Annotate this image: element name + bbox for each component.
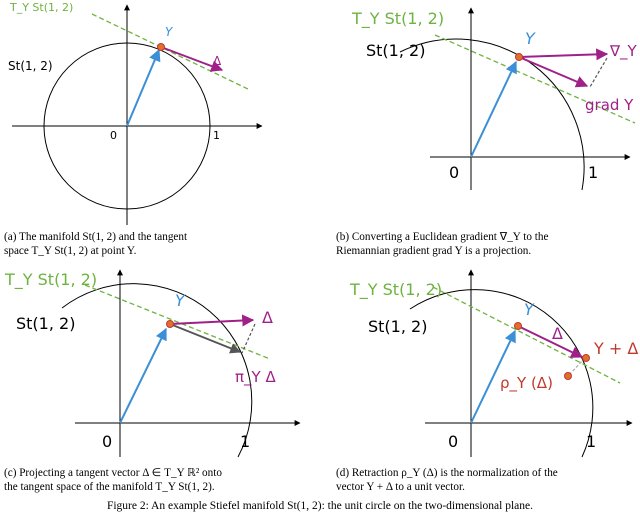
riemannian-gradient (519, 57, 587, 86)
y-vector (120, 329, 166, 423)
panel-b (330, 0, 640, 230)
tangent-label: T_Y St(1, 2) (5, 270, 98, 289)
point-y-plus-delta (583, 355, 590, 362)
point-retraction (565, 373, 572, 380)
origin-label: 0 (110, 129, 117, 142)
caption-a-line1: (a) The manifold St(1, 2) and the tangent (4, 231, 188, 243)
panel-a (0, 0, 320, 260)
point-y (516, 54, 523, 61)
caption-d-line1: (d) Retraction ρ_Y (Δ) is the normalization of the (336, 467, 558, 479)
panel-c (0, 265, 320, 465)
panel-d (330, 265, 640, 465)
panel-b-diagram (330, 0, 640, 230)
one-label: 1 (586, 432, 597, 451)
projected-vector (170, 324, 240, 352)
y-label: Y (165, 25, 173, 39)
tangent-label: T_Y St(1, 2) (10, 1, 74, 14)
caption-b-line1: (b) Converting a Euclidean gradient ∇_Y to the (336, 231, 549, 243)
manifold-label: St(1, 2) (16, 314, 76, 333)
unit-arc (62, 284, 252, 457)
point-y (167, 321, 174, 328)
caption-c-line1: (c) Projecting a tangent vector Δ ∈ T_Y ℝ² onto (4, 467, 222, 479)
point-y (515, 323, 522, 330)
delta-vector (170, 320, 253, 324)
y-label: Y (524, 300, 534, 319)
one-label: 1 (240, 432, 251, 451)
delta-label: Δ (262, 308, 273, 327)
manifold-label: St(1, 2) (366, 41, 426, 60)
y-label: Y (175, 291, 185, 310)
origin-label: 0 (102, 432, 113, 451)
panel-d-diagram (330, 265, 640, 465)
delta-label: Δ (213, 54, 222, 68)
caption-b-line2: Riemannian gradient grad Y is a projection. (336, 245, 532, 257)
one-label: 1 (588, 163, 599, 182)
caption-c-line2: the tangent space of the manifold T_Y St(1, 2). (4, 481, 215, 493)
projection-line (590, 58, 607, 87)
figure-caption: Figure 2: An example Stiefel manifold St(1, 2): the unit circle on the two-dimensional plane. (106, 500, 534, 512)
euclidean-gradient (519, 54, 607, 57)
delta-label: Δ (552, 324, 563, 343)
caption-a-line2: space T_Y St(1, 2) at point Y. (4, 245, 137, 257)
panel-c-diagram (0, 265, 320, 465)
tangent-label: T_Y St(1, 2) (350, 280, 443, 299)
grad-label: grad Y (585, 96, 634, 114)
point-y (158, 44, 165, 51)
one-label: 1 (213, 129, 220, 142)
proj-label: π_Y Δ (235, 368, 276, 386)
caption-d-line2: vector Y + Δ to a unit vector. (336, 481, 465, 493)
panel-a-diagram (0, 0, 320, 260)
projection-line (242, 324, 255, 353)
y-vector (127, 50, 159, 126)
tangent-label: T_Y St(1, 2) (352, 9, 445, 28)
rho-label: ρ_Y (Δ) (500, 374, 553, 392)
y-vector (471, 62, 516, 157)
y-label: Y (525, 29, 535, 48)
manifold-label: St(1, 2) (8, 59, 53, 73)
origin-label: 0 (448, 432, 459, 451)
y-plus-delta-label: Y + Δ (594, 339, 639, 358)
euclidean-gradient-label: ∇_Y (610, 42, 637, 60)
origin-label: 0 (449, 163, 460, 182)
manifold-label: St(1, 2) (368, 317, 428, 336)
